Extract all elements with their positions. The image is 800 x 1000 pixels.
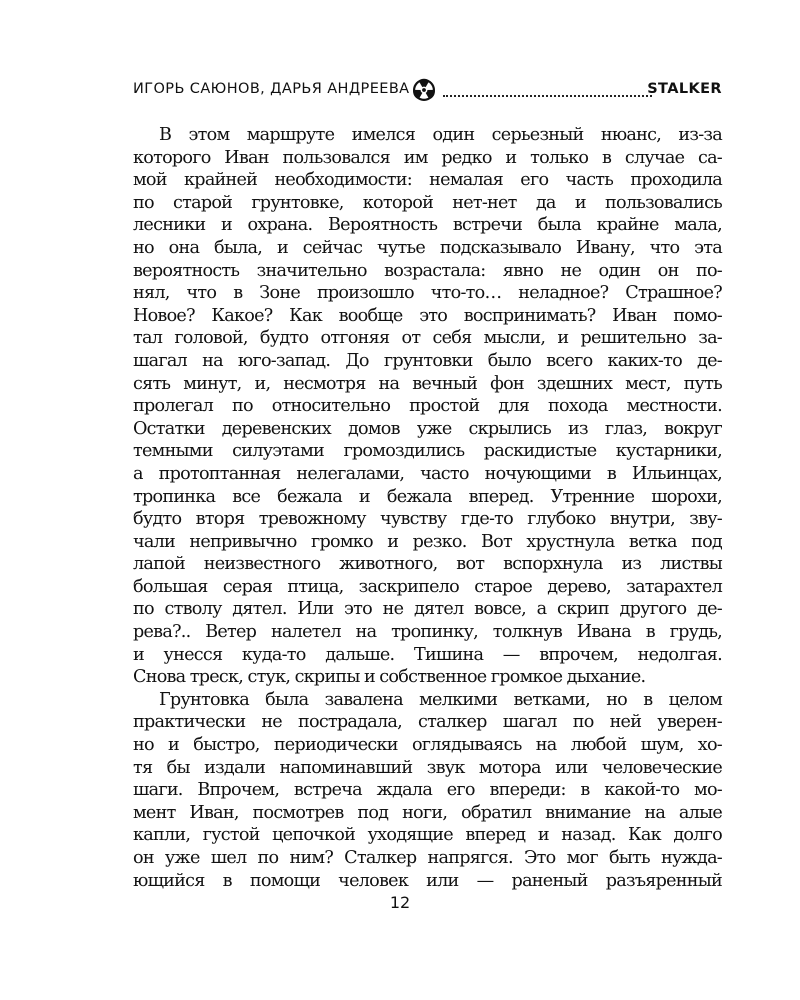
text-line: Снова треск, стук, скрипы и собственное громкое дыхание. [133, 667, 646, 688]
text-line: но она была, и сейчас чутье подсказывало Ивану, что эта [133, 237, 722, 258]
header-authors: ИГОРЬ САЮНОВ, ДАРЬЯ АНДРЕЕВА [133, 81, 410, 97]
text-line: большая серая птица, заскрипело старое дерево, затарахтел [133, 576, 722, 597]
text-line: но и быстро, периодически оглядываясь на любой шум, хо- [133, 735, 722, 756]
text-line: капли, густой цепочкой уходящие вперед и назад. Как долго [133, 825, 722, 846]
text-line: Новое? Какое? Как вообще это воспринимать? Иван помо- [133, 305, 722, 326]
text-line: шаги. Впрочем, встреча ждала его впереди: в какой-то мо- [133, 780, 722, 801]
text-line: тал головой, будто отгоняя от себя мысли, и решительно за- [133, 328, 722, 349]
text-line: мой крайней необходимости: немалая его часть проходила [133, 170, 722, 191]
text-line: по стволу дятел. Или это не дятел вовсе, а скрип другого де- [133, 599, 722, 620]
text-line: В этом маршруте имелся один серьезный нюанс, из-за [159, 125, 722, 145]
paragraph [133, 124, 722, 689]
text-line: и унесся куда-то дальше. Тишина — впрочем, недолгая. [133, 644, 722, 665]
text-line: рева?.. Ветер налетел на тропинку, толкнув Ивана в грудь, [133, 622, 722, 643]
text-line: тя бы издали напоминавший звук мотора или человеческие [133, 757, 722, 778]
text-line: а протоптанная нелегалами, часто ночующими в Ильинцах, [133, 463, 722, 484]
text-line: тропинка все бежала и бежала вперед. Утренние шорохи, [133, 486, 722, 507]
text-line: Грунтовка была завалена мелкими ветками, но в целом [159, 689, 722, 710]
paragraph [133, 689, 722, 892]
text-line: по старой грунтовке, которой нет-нет да и пользовались [133, 192, 722, 213]
text-line: сять минут, и, несмотря на вечный фон здешних мест, путь [133, 373, 722, 394]
text-line: лапой неизвестного животного, вот вспорхнула из листвы [133, 554, 722, 575]
header-dotted-rule [443, 95, 652, 97]
text-line: чали непривычно громко и резко. Вот хрустнула ветка под [133, 531, 722, 552]
text-line: мент Иван, посмотрев под ноги, обратил внимание на алые [133, 802, 722, 823]
text-line: Остатки деревенских домов уже скрылись из глаз, вокруг [133, 418, 722, 439]
text-line: будто вторя тревожному чувству где-то глубоко внутри, зву- [133, 509, 722, 530]
text-line: он уже шел по ним? Сталкер напрягся. Это мог быть нужда- [133, 848, 722, 868]
text-line: которого Иван пользовался им редко и только в случае са- [133, 147, 722, 168]
text-line: пролегал по относительно простой для похода местности. [133, 396, 722, 417]
text-line: практически не пострадала, сталкер шагал по ней уверен- [133, 712, 722, 733]
text-line: вероятность значительно возрастала: явно не один он по- [133, 260, 722, 281]
text-line: лесники и охрана. Вероятность встречи была крайне мала, [133, 215, 722, 236]
radiation-icon [412, 78, 436, 102]
text-line: темными силуэтами громоздились раскидистые кустарники, [133, 441, 722, 462]
header-series-title: STALKER [647, 81, 722, 97]
page-number: 12 [389, 893, 411, 912]
text-line: нял, что в Зоне произошло что-то… неладное? Страшное? [133, 283, 722, 304]
text-line: шагал на юго-запад. До грунтовки было всего каких-то де- [133, 350, 722, 371]
text-line: ющийся в помощи человек или — раненый разъяренный [133, 870, 722, 891]
running-header [133, 78, 722, 108]
body-text [133, 124, 722, 892]
